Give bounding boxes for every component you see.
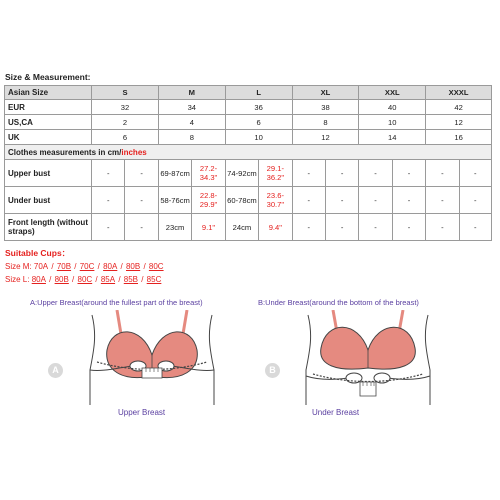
table-cell: - [392,214,425,241]
cup-item: 80C [148,262,164,271]
table-cell: - [392,187,425,214]
row-label: UK [5,130,92,145]
suitable-cups-title: Suitable Cups： [5,248,71,258]
row-label: Front length (without straps) [5,214,92,241]
header-cell: XXL [359,86,426,100]
row-label: EUR [5,100,92,115]
table-cell: 42 [426,100,492,115]
cup-item: 85B [123,275,138,284]
upper-breast-label: Upper Breast [118,408,166,417]
table-cell: - [426,160,459,187]
table-cell: 8 [158,130,225,145]
cup-item: 80A [31,275,46,284]
under-breast-label: Under Breast [312,408,360,417]
table-row [5,187,492,214]
table-cell: - [92,160,125,187]
table-cell: 14 [359,130,426,145]
table-cell: 29.1-36.2" [259,160,292,187]
table-cell: - [325,214,358,241]
cup-item: 80B [54,275,69,284]
table-cell: 36 [225,100,292,115]
upper-breast-figure [72,310,232,410]
table-cell: - [426,214,459,241]
cups-size-m-prefix: Size M: [5,262,34,271]
table-cell: 10 [359,115,426,130]
table-cell: - [459,214,491,241]
header-cell: XXXL [426,86,492,100]
table-row [5,160,492,187]
table-cell: 24cm [225,214,258,241]
table-cell: - [325,187,358,214]
cup-item: 80A [103,262,118,271]
header-cell: XL [292,86,359,100]
table-cell: - [292,187,325,214]
table-cell: 23.6-30.7" [259,187,292,214]
table-cell: 74-92cm [225,160,258,187]
table-cell: - [325,160,358,187]
table-header-row [5,86,492,100]
table-cell: 4 [158,115,225,130]
cup-item: 80C [77,275,93,284]
table-cell: - [125,160,158,187]
table-cell: 6 [225,115,292,130]
clothes-label-inches: inches [121,147,147,157]
table-cell: 58-76cm [158,187,191,214]
under-breast-figure [288,310,448,410]
cups-size-l-prefix: Size L: [5,275,32,284]
table-cell: - [359,160,392,187]
table-cell: 23cm [158,214,191,241]
table-cell: 22.8-29.9" [192,187,225,214]
table-cell: 38 [292,100,359,115]
table-cell: - [292,160,325,187]
row-label: Under bust [5,187,92,214]
table-cell: 34 [158,100,225,115]
cup-item: 85A [100,275,116,284]
table-cell: 12 [426,115,492,130]
cup-item: 70C [79,262,95,271]
header-cell: Asian Size [5,86,92,100]
cups-size-l-row: Size L: 80A / 80B / 80C / 85A / 85B / 85C [5,275,162,284]
diagram-b-letter: B [265,363,280,378]
table-cell: 12 [292,130,359,145]
cup-item: 80B [125,262,141,271]
table-row [5,214,492,241]
table-cell: 9.4" [259,214,292,241]
size-table [4,85,492,241]
header-cell: S [92,86,159,100]
table-cell: - [125,214,158,241]
table-cell: 69-87cm [158,160,191,187]
row-label: US,CA [5,115,92,130]
table-cell: - [359,187,392,214]
diagram-b-caption: B:Under Breast(around the bottom of the breast) [258,298,419,307]
table-cell: 16 [426,130,492,145]
table-cell: - [92,187,125,214]
header-cell: M [158,86,225,100]
table-cell: - [459,160,491,187]
row-label: Upper bust [5,160,92,187]
table-cell: - [92,214,125,241]
table-cell: 27.2-34.3" [192,160,225,187]
table-cell: 8 [292,115,359,130]
cups-size-m-row: Size M: 70A / 70B / 70C / 80A / 80B / 80C [5,262,164,271]
table-cell: - [426,187,459,214]
cup-item: 70A [33,262,49,271]
table-cell: 32 [92,100,159,115]
header-cell: L [225,86,292,100]
table-cell: - [359,214,392,241]
clothes-measurements-label [5,145,492,160]
table-cell: 6 [92,130,159,145]
cup-item: 85C [146,275,162,284]
table-cell: - [459,187,491,214]
diagram-a-letter: A [48,363,63,378]
table-cell: 9.1" [192,214,225,241]
table-row [5,100,492,115]
table-row [5,130,492,145]
clothes-label-text: Clothes measurements in cm/ [8,147,122,157]
table-cell: - [392,160,425,187]
table-cell: 40 [359,100,426,115]
cup-item: 70B [56,262,72,271]
table-cell: 60-78cm [225,187,258,214]
table-cell: 2 [92,115,159,130]
diagram-a-caption: A:Upper Breast(around the fullest part of the breast) [30,298,203,307]
clothes-measurements-row [5,145,492,160]
table-cell: - [292,214,325,241]
table-cell: - [125,187,158,214]
section-title: Size & Measurement: [5,72,91,82]
table-row [5,115,492,130]
table-cell: 10 [225,130,292,145]
